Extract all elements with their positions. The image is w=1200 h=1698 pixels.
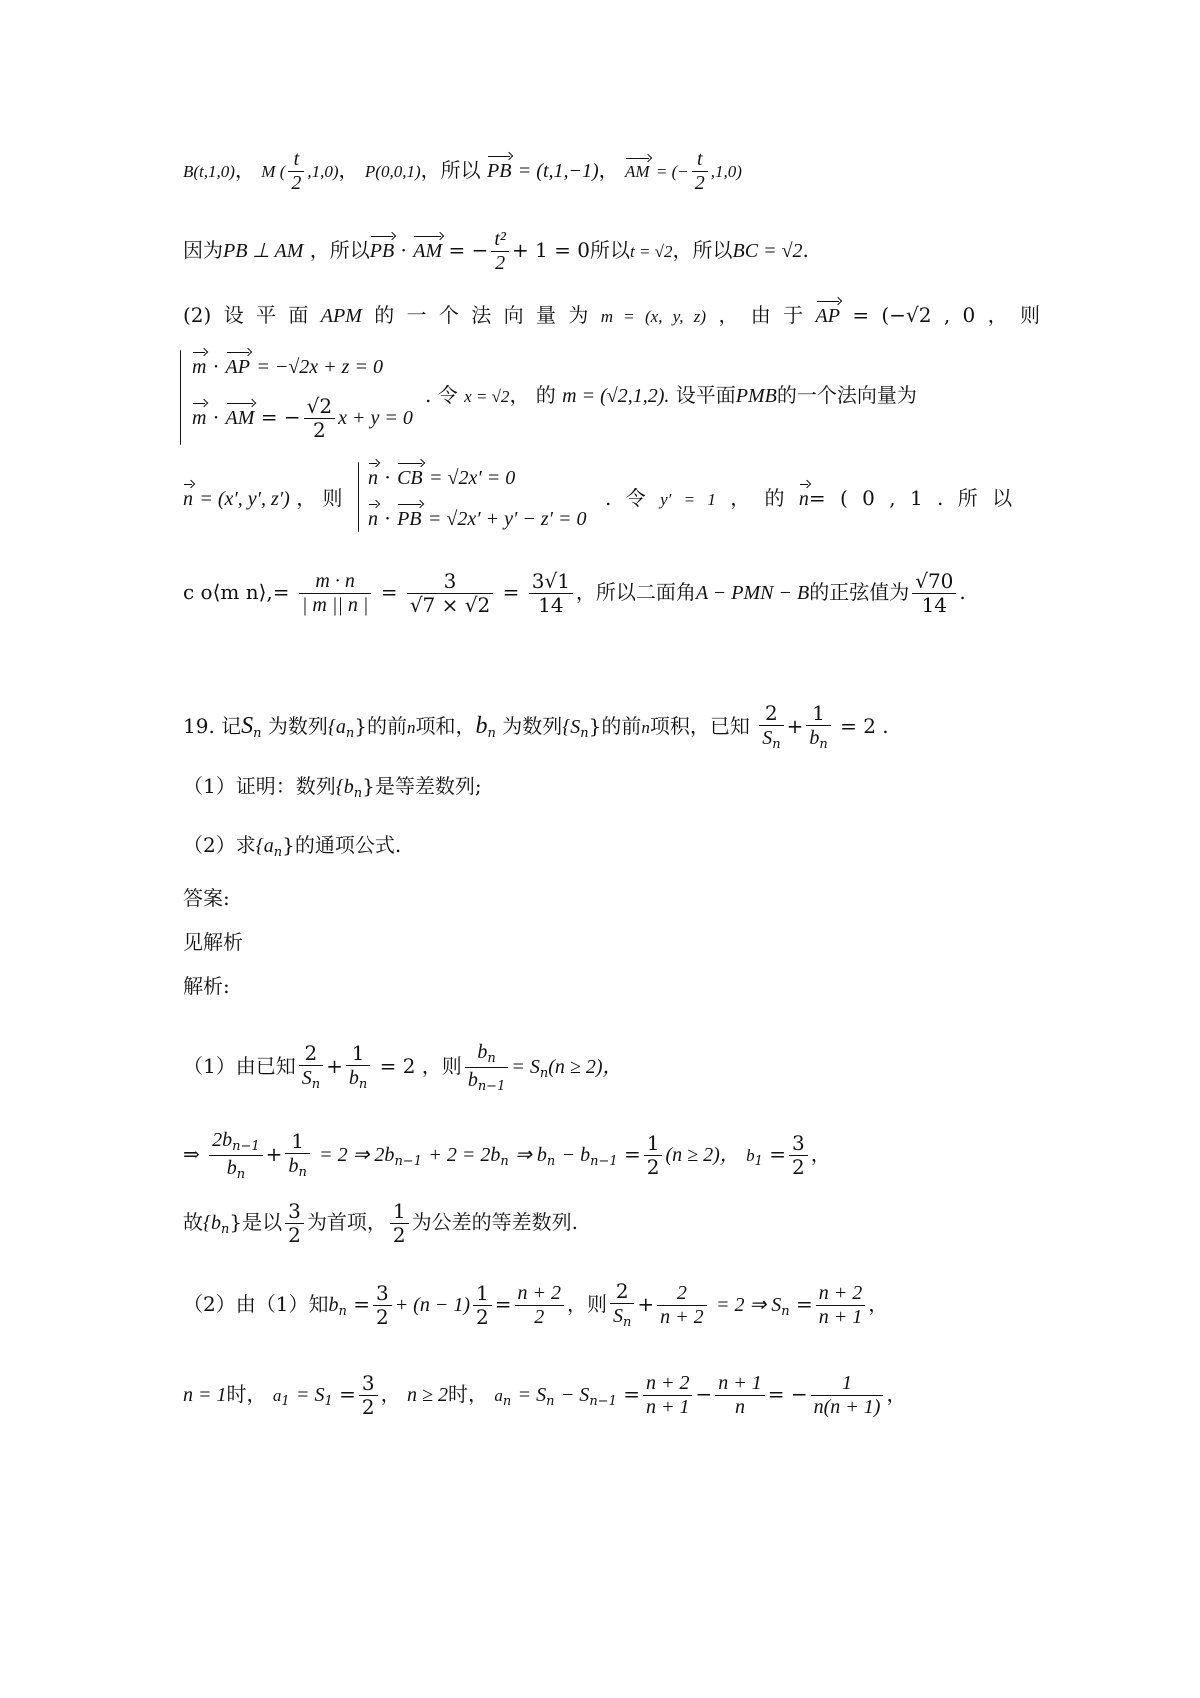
- subscript: 1: [324, 1394, 333, 1409]
- text: ，则: [567, 1291, 607, 1316]
- math: n ≥ 2: [407, 1384, 448, 1406]
- subscript: n: [345, 725, 355, 741]
- subscript: n: [273, 845, 283, 860]
- text: . 令: [425, 383, 458, 407]
- text: ，所以: [420, 158, 481, 182]
- frac-1-over-nn1: $\frac{1}{n(n + 1)}$: [811, 1372, 884, 1419]
- math: n = 1: [183, 1384, 227, 1406]
- subscript: n: [502, 1394, 512, 1409]
- point-p: P(0,0,1): [364, 162, 421, 181]
- vector-cb: CB: [397, 467, 423, 489]
- minus: −: [695, 1382, 713, 1406]
- subscript: n: [487, 725, 496, 741]
- math: t = √2: [629, 242, 673, 261]
- equals: =: [769, 1141, 787, 1166]
- line-let-y: [605, 488, 1030, 509]
- sep: ，: [810, 1141, 831, 1166]
- math: }: [362, 774, 375, 798]
- line-coordinates: [183, 148, 1030, 195]
- implies: ⇒: [183, 1141, 200, 1166]
- math: (n ≥ 2)，: [665, 1143, 740, 1166]
- equals: =: [339, 1382, 356, 1406]
- math: n: [641, 717, 650, 737]
- frac-n2-over-n1: $\frac{n + 2}{n + 1}$: [816, 1282, 866, 1329]
- math: x + y = 0: [338, 407, 413, 429]
- math: = (x′, y′, z′): [199, 488, 290, 510]
- dot: ·: [212, 354, 220, 378]
- math: m = (x, y, z): [600, 307, 707, 326]
- point-m-pre: M (: [261, 162, 286, 181]
- line-normal-vector-apm: [183, 303, 1040, 327]
- line-perpendicular: [183, 228, 1030, 275]
- text: 所以: [589, 238, 630, 262]
- text: ， 由 于: [718, 303, 804, 327]
- solution-step-1: [183, 1040, 1030, 1095]
- text: （2）由（1）知: [183, 1291, 329, 1316]
- frac-2-over-sn: $\frac{2}{S_n}$: [299, 1042, 323, 1093]
- text: 为数列: [502, 713, 563, 738]
- frac-1-over-2: $\frac{1}{2}$: [473, 1282, 492, 1329]
- dot: ·: [400, 238, 407, 262]
- frac-2bn1-over-bn: $\frac{2b_{n-1}}{b_n}$: [209, 1128, 263, 1183]
- line-let-x: [425, 385, 1030, 406]
- equals: =: [353, 1291, 370, 1316]
- text: （1）证明：数列: [183, 774, 336, 798]
- math: ⇒ b: [515, 1143, 547, 1166]
- vector-pb-value: = (t,1,−1): [517, 160, 599, 182]
- math: = 2 ⇒ S: [716, 1293, 782, 1316]
- text: 的前: [601, 713, 642, 738]
- text: 为公差的等差数列.: [411, 1210, 578, 1234]
- system2-row2: n · PB = √2x′ + y′ − z′ = 0: [368, 506, 587, 530]
- equals: =: [380, 580, 398, 604]
- math: {a: [255, 835, 274, 857]
- math: }: [282, 833, 295, 857]
- dot: ·: [212, 405, 220, 429]
- vector-m: m: [192, 407, 207, 429]
- math: = ( 0 , 1 . 所 以: [808, 486, 1013, 510]
- text: 的一个法向量为: [776, 383, 917, 407]
- frac-t2-over-2: $\frac{\text{t²}}{2}$: [491, 228, 509, 275]
- text: 为首项，: [306, 1210, 387, 1234]
- subscript: n: [781, 1303, 790, 1319]
- frac-n2-over-2: $\frac{n + 2}{2}$: [515, 1282, 565, 1329]
- vector-n: n: [183, 488, 193, 510]
- equals: =: [796, 1291, 813, 1316]
- math: b: [328, 1293, 339, 1316]
- text: （1）由已知: [183, 1053, 296, 1078]
- math: m = (√2,1,2).: [562, 385, 670, 407]
- text: 是以: [242, 1210, 283, 1234]
- subscript: 1: [754, 1153, 763, 1169]
- math: a: [494, 1386, 503, 1405]
- text: 设平面: [675, 383, 736, 407]
- subscript: n−1: [589, 1394, 617, 1409]
- system2-row1: n · CB = √2x′ = 0: [368, 465, 516, 489]
- frac-bn-over-bn1: $\frac{b_n}{b_{n-1}}$: [465, 1040, 509, 1095]
- vector-am: AM: [413, 240, 443, 262]
- vector-pb: PB: [397, 508, 422, 530]
- math: A − PMN − B: [695, 582, 810, 604]
- text: 的 一 个 法 向 量 为: [374, 303, 589, 327]
- text: 是等差数列;: [374, 774, 482, 798]
- vector-n: n: [368, 508, 378, 530]
- frac-3-over-2: $\frac{3}{2}$: [789, 1132, 808, 1179]
- frac-3-over-2: $\frac{3}{2}$: [285, 1200, 304, 1247]
- text: 因为: [183, 238, 223, 262]
- text: (2) 设 平 面: [183, 303, 309, 327]
- frac-root70-over-14: $\frac{√70}{14}$: [912, 570, 956, 617]
- equals: =: [623, 1382, 640, 1406]
- sep: ，: [380, 1382, 401, 1406]
- period: .: [802, 238, 809, 262]
- vector-pb: PB: [369, 240, 395, 262]
- frac-3-over-root: $\frac{3}{√7 \times √2}$: [407, 570, 493, 617]
- subscript: n: [500, 1153, 509, 1169]
- equals: =: [494, 1291, 512, 1316]
- math: + (n − 1): [394, 1293, 470, 1316]
- solution-step-3: [183, 1200, 1030, 1247]
- text: ， 的: [730, 486, 785, 510]
- point-m-post: ,1,0): [307, 162, 339, 181]
- analysis-label: 解析:: [183, 974, 230, 998]
- text: 项和，: [415, 713, 476, 738]
- point-b: B(t,1,0): [183, 162, 235, 181]
- vector-pb: PB: [486, 160, 512, 182]
- frac-n2-over-n1: $\frac{n + 2}{n + 1}$: [643, 1372, 693, 1419]
- subscript: n−1: [590, 1153, 618, 1169]
- math: + 2 = 2b: [428, 1143, 501, 1166]
- math: BC = √2: [732, 240, 803, 262]
- math: {S: [562, 715, 581, 738]
- math: = −: [448, 238, 489, 262]
- text: 项积，已知: [649, 713, 750, 738]
- period: .: [959, 580, 966, 604]
- text: 故: [183, 1210, 203, 1234]
- vector-ap: AP: [225, 356, 250, 378]
- math: − b: [561, 1143, 591, 1166]
- part-1: [183, 776, 1030, 800]
- text: 的前: [367, 713, 408, 738]
- subscript: n: [546, 1153, 556, 1169]
- math: x = √2: [464, 387, 510, 406]
- part-2: [183, 835, 1030, 859]
- plus: +: [637, 1291, 655, 1316]
- frac-1-over-2: $\frac{1}{2}$: [390, 1200, 409, 1247]
- frac-2-over-sn: $\frac{2}{S_n}$: [610, 1280, 634, 1331]
- vector-ap: AP: [815, 305, 840, 327]
- plus: +: [265, 1141, 283, 1166]
- math: = √2x′ + y′ − z′ = 0: [427, 508, 587, 530]
- math: }: [354, 713, 368, 738]
- system1-row1: [192, 356, 1030, 377]
- math: (n ≥ 2)，: [548, 1055, 623, 1078]
- text: ， 则: [296, 486, 343, 510]
- sep: ，: [886, 1382, 907, 1406]
- text: 的正弦值为: [809, 580, 910, 604]
- text: 的通项公式.: [294, 833, 402, 857]
- math: − S: [560, 1384, 590, 1406]
- math: S: [241, 712, 254, 739]
- frac-n1-over-n: $\frac{n + 1}{n}$: [715, 1372, 765, 1419]
- math: = (−√2 , 0 ， 则: [852, 303, 1040, 327]
- line-cosine: [183, 570, 1030, 617]
- vector-m: m: [192, 356, 207, 378]
- sep: ，: [234, 158, 255, 182]
- question-number: 19. 记: [183, 713, 242, 738]
- math: = S: [296, 1384, 325, 1406]
- sep: ，: [598, 158, 619, 182]
- math: }: [229, 1210, 243, 1234]
- plus: +: [786, 713, 804, 738]
- subscript: n: [353, 786, 363, 801]
- frac-2-over-n2: $\frac{2}{n + 2}$: [657, 1282, 707, 1329]
- sep: ，: [338, 158, 359, 182]
- text: ，所以: [672, 238, 733, 262]
- subscript: n: [253, 725, 262, 741]
- text: 时，: [226, 1382, 267, 1406]
- math: b: [746, 1145, 755, 1165]
- question-19: [183, 702, 1030, 753]
- math: {a: [327, 715, 346, 738]
- subscript: n: [221, 1222, 230, 1237]
- subscript: n: [580, 725, 589, 741]
- text: . 令: [605, 486, 646, 510]
- subscript: n: [539, 1065, 549, 1081]
- math: PB ⊥ AM: [223, 240, 304, 262]
- math: APM: [320, 305, 362, 327]
- math: y′ = 1: [660, 490, 716, 509]
- vector-n: n: [368, 467, 378, 489]
- math: = S: [511, 1055, 540, 1078]
- solution-step-2: [183, 1128, 1030, 1183]
- text: = 2 ，则: [379, 1053, 462, 1078]
- frac-3-over-2: $\frac{3}{2}$: [359, 1372, 378, 1419]
- math: {b: [203, 1212, 221, 1234]
- math: }: [588, 713, 602, 738]
- sep: ，: [868, 1291, 889, 1316]
- math: = −√2x + z = 0: [256, 356, 383, 378]
- math: = 2 ⇒ 2b: [319, 1143, 395, 1166]
- frac-2-over-sn: $\frac{2}{S_n}$: [759, 702, 783, 753]
- answer-value: 见解析: [183, 930, 243, 954]
- frac-1-over-bn: $\frac{1}{b_n}$: [806, 702, 830, 753]
- text: 时，: [447, 1382, 488, 1406]
- subscript: n: [338, 1303, 347, 1319]
- frac-t-over-2: $\frac{t}{2}$: [692, 148, 708, 195]
- plus: +: [326, 1053, 343, 1078]
- frac-1-over-2: $\frac{1}{2}$: [644, 1132, 663, 1179]
- frac-1-over-bn: $\frac{1}{b_n}$: [285, 1130, 309, 1181]
- solution-step-5: [183, 1372, 1030, 1419]
- math: a: [272, 1386, 282, 1405]
- subscript: n: [546, 1394, 555, 1409]
- math: + 1 = 0: [511, 238, 590, 262]
- math: b: [475, 712, 488, 739]
- math: n: [407, 717, 416, 737]
- text: 为数列: [267, 713, 328, 738]
- text: （2）求: [183, 833, 256, 857]
- text: ，所以二面角: [575, 580, 696, 604]
- frac-sqrt2-over-2: $\frac{√2}{2}$: [304, 395, 335, 442]
- math: c o⟨m n⟩,=: [183, 580, 290, 604]
- vector-am: AM: [625, 162, 650, 181]
- vector-am-post: ,1,0): [710, 162, 742, 181]
- math: = −: [260, 405, 301, 429]
- solution-step-4: [183, 1280, 1030, 1331]
- left-brace: [358, 462, 359, 532]
- math: = √2x′ = 0: [429, 467, 516, 489]
- math: = S: [517, 1384, 547, 1406]
- equals: =: [623, 1141, 641, 1166]
- subscript: n−1: [394, 1153, 422, 1169]
- math: = 2 .: [840, 713, 889, 738]
- subscript: 1: [281, 1394, 290, 1409]
- frac-3root1-over-14: $\frac{3√1}{14}$: [529, 570, 573, 617]
- frac-1-over-bn: $\frac{1}{b_n}$: [346, 1042, 370, 1093]
- text: ，所以: [309, 238, 370, 262]
- frac-dot-over-norms: $\frac{m \cdot n}{| m || n |}$: [299, 570, 371, 617]
- text: ， 的: [509, 383, 556, 407]
- math: = −: [767, 1382, 808, 1406]
- vector-am-pre: = (−: [655, 162, 689, 181]
- answer-label: 答案:: [183, 886, 230, 910]
- math: {b: [335, 776, 354, 798]
- vector-am: AM: [225, 407, 255, 429]
- frac-t-over-2: $\frac{t}{2}$: [288, 148, 304, 195]
- equals: =: [502, 580, 520, 604]
- left-brace: [180, 350, 181, 445]
- math: PMB: [735, 385, 777, 407]
- frac-3-over-2: $\frac{3}{2}$: [373, 1282, 392, 1329]
- vector-n: n: [798, 488, 809, 510]
